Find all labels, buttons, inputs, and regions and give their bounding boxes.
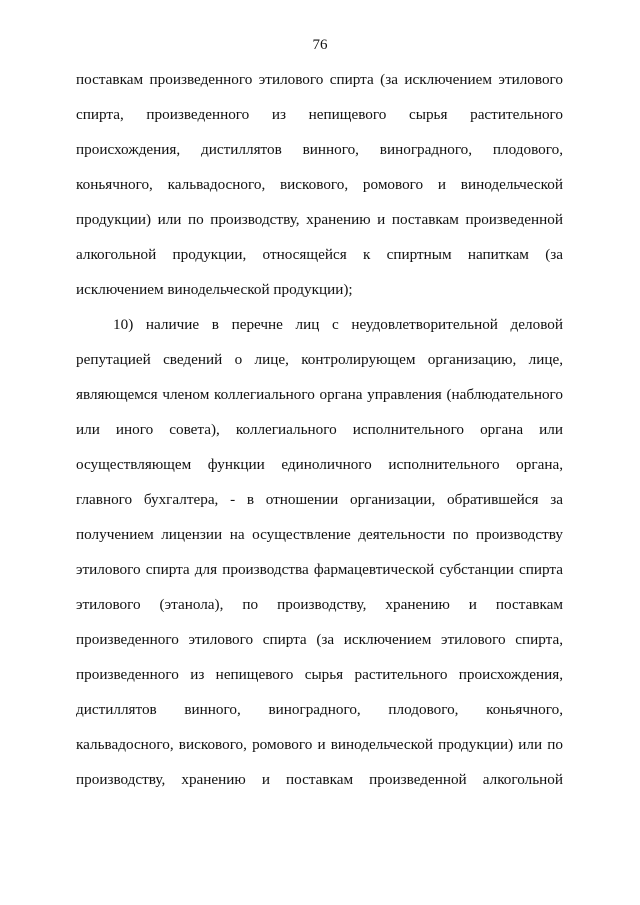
text-line: происхождения, дистиллятов винного, виноградного, плодового,	[76, 141, 563, 158]
text-line: дистиллятов винного, виноградного, плодового, коньячного,	[76, 701, 563, 718]
text-line: алкогольной продукции, относящейся к спиртным напиткам (за	[76, 246, 563, 263]
text-line: производству, хранению и поставкам произведенной алкогольной	[76, 771, 563, 788]
text-line: продукции) или по производству, хранению и поставкам произведенной	[76, 211, 563, 228]
text-line: репутацией сведений о лице, контролирующем организацию, лице,	[76, 351, 563, 368]
page-number: 76	[312, 37, 328, 53]
text-line: произведенного из непищевого сырья растительного происхождения,	[76, 666, 563, 683]
text-line: этилового спирта для производства фармацевтической субстанции спирта	[76, 561, 563, 578]
text-line: получением лицензии на осуществление деятельности по производству	[76, 526, 563, 543]
text-line: являющемся членом коллегиального органа управления (наблюдательного	[76, 386, 563, 403]
text-line: этилового (этанола), по производству, хранению и поставкам	[76, 596, 563, 613]
paragraph-first-line: 10) наличие в перечне лиц с неудовлетворительной деловой	[113, 316, 563, 333]
text-line: кальвадосного, вискового, ромового и винодельческой продукции) или по	[76, 736, 563, 753]
text-line: или иного совета), коллегиального исполнительного органа или	[76, 421, 563, 438]
text-line: спирта, произведенного из непищевого сырья растительного	[76, 106, 563, 123]
text-line: поставкам произведенного этилового спирта (за исключением этилового	[76, 71, 563, 88]
text-line: осуществляющем функции единоличного исполнительного органа,	[76, 456, 563, 473]
text-line: главного бухгалтера, - в отношении организации, обратившейся за	[76, 491, 563, 508]
text-line: исключением винодельческой продукции);	[76, 281, 353, 298]
text-line: коньячного, кальвадосного, вискового, ромового и винодельческой	[76, 176, 563, 193]
text-line: произведенного этилового спирта (за исключением этилового спирта,	[76, 631, 563, 648]
